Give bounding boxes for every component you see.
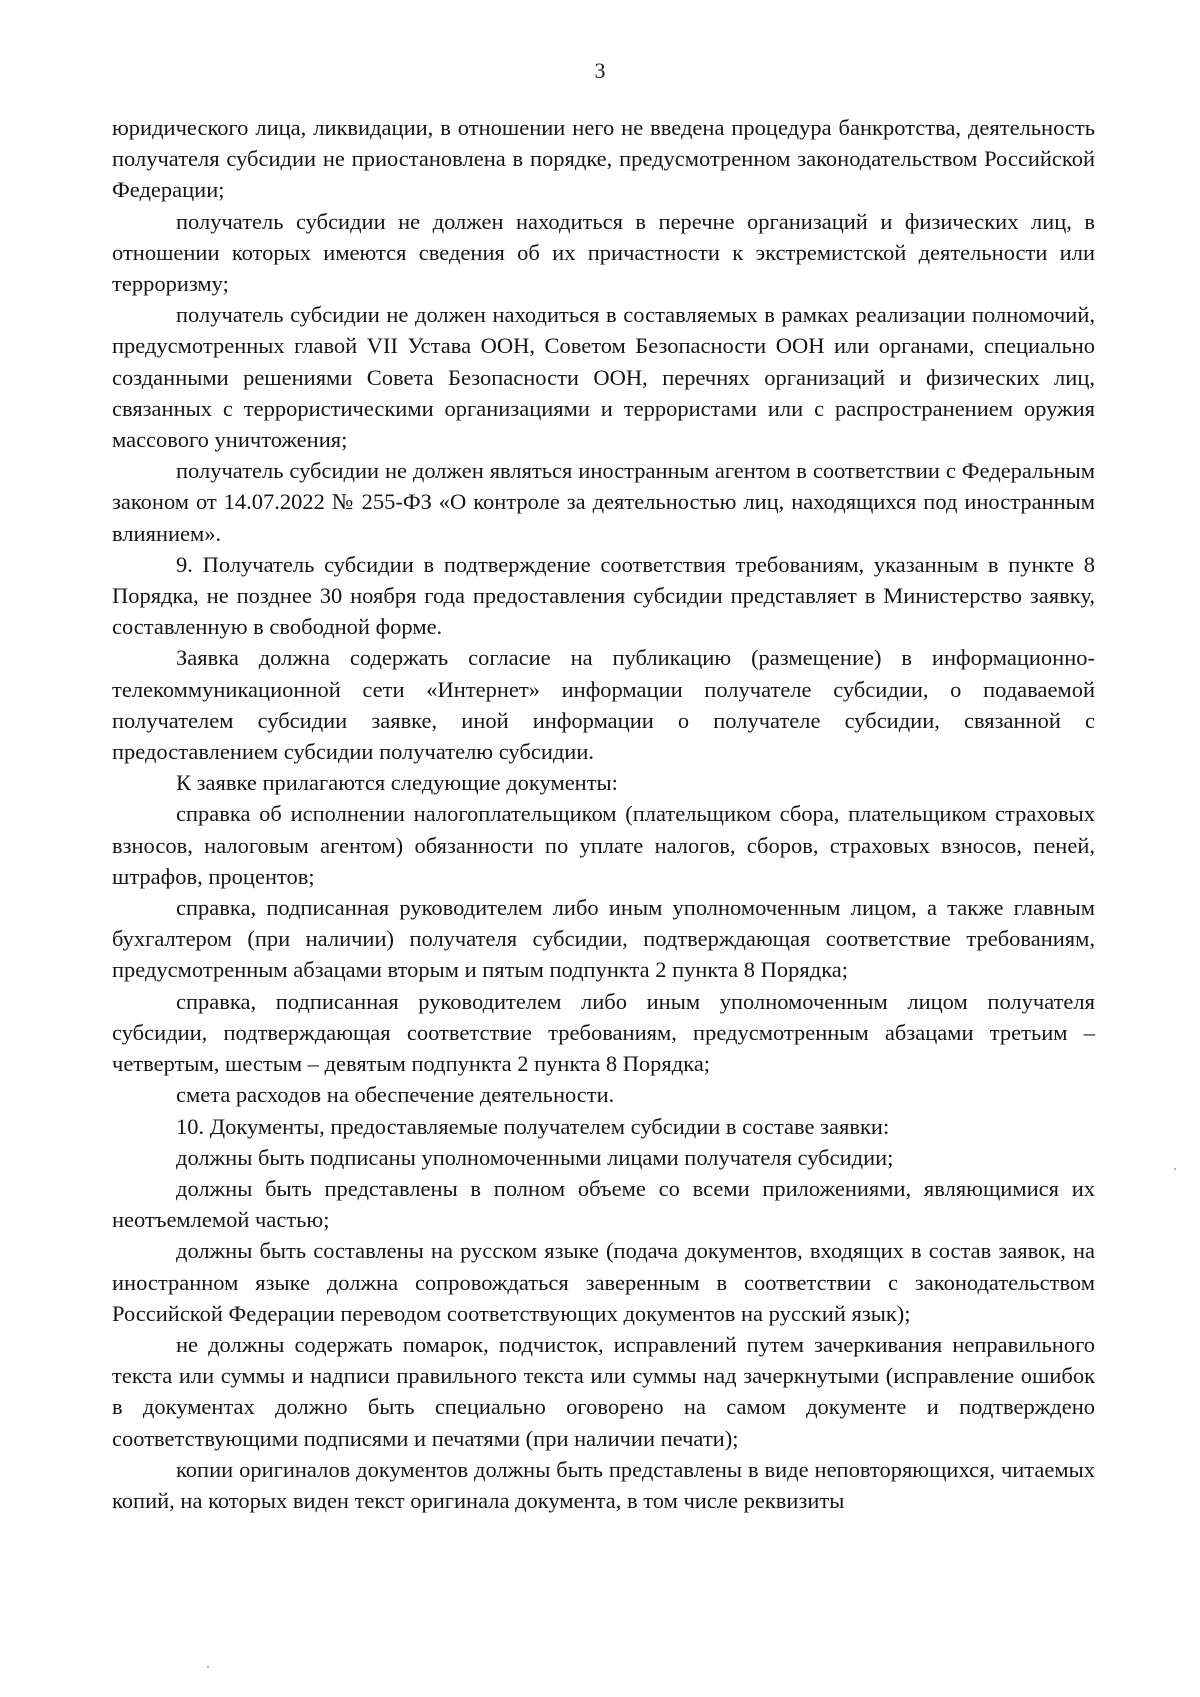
paragraph: получатель субсидии не должен находиться в перечне организаций и физических лиц, в отношении которых имеются сведения об их причастности к экстремистской деятельности или терроризму; [112,208,1095,297]
scan-speck [207,1666,209,1668]
paragraph: получатель субсидии не должен находиться в составляемых в рамках реализации полномочий, предусмотренных главой VII Устава ООН, Советом Безопасности ООН или органами, специально созданными решениями Совета Безопасности ООН, перечнях организаций и физических лиц, связанных с террористическими организациями и террористами или с распространением оружия массового уничтожения; [112,302,1095,453]
paragraph: Заявка должна содержать согласие на публикацию (размещение) в информационно-телекоммуникационной сети «Интернет» информации получателе субсидии, о подаваемой получателем субсидии заявке, иной информации о получателе субсидии, связанной с предоставлением субсидии получателю субсидии. [112,645,1095,765]
document-body [112,112,1095,1516]
paragraph: не должны содержать помарок, подчисток, исправлений путем зачеркивания неправильного текста или суммы и надписи правильного текста или суммы над зачеркнутыми (исправление ошибок в документах должно быть специально оговорено на самом документе и подтверждено соответствующими подписями и печатями (при наличии печати); [112,1331,1095,1451]
paragraph: 9. Получатель субсидии в подтверждение соответствия требованиям, указанным в пункте 8 Порядка, не позднее 30 ноября года предоставления субсидии представляет в Министерство заявку, составленную в свободной форме. [112,551,1095,640]
paragraph: должны быть представлены в полном объеме со всеми приложениями, являющимися их неотъемлемой частью; [112,1175,1095,1233]
paragraph: К заявке прилагаются следующие документы: [176,770,618,796]
paragraph: получатель субсидии не должен являться иностранным агентом в соответствии с Федеральным законом от 14.07.2022 № 255-ФЗ «О контроле за деятельностью лиц, находящихся под иностранным влиянием». [112,458,1095,546]
paragraph: 10. Документы, предоставляемые получателем субсидии в составе заявки: [176,1113,890,1139]
paragraph: юридического лица, ликвидации, в отношении него не введена процедура банкротства, деятельность получателя субсидии не приостановлена в порядке, предусмотренном законодательством Российской Федерации; [112,115,1095,203]
scan-speck [1174,1168,1176,1170]
paragraph: должны быть составлены на русском языке (подача документов, входящих в состав заявок, на иностранном языке должна сопровождаться заверенным в соответствии с законодательством Российской Федерации переводом соответствующих документов на русский язык); [112,1238,1095,1326]
paragraph: справка об исполнении налогоплательщиком (плательщиком сбора, плательщиком страховых взносов, налоговым агентом) обязанности по уплате налогов, сборов, страховых взносов, пеней, штрафов, процентов; [112,801,1095,889]
paragraph: копии оригиналов документов должны быть представлены в виде неповторяющихся, читаемых копий, на которых виден текст оригинала документа, в том числе реквизиты [112,1456,1095,1513]
paragraph: должны быть подписаны уполномоченными лицами получателя субсидии; [176,1144,894,1170]
paragraph: справка, подписанная руководителем либо иным уполномоченным лицом получателя субсидии, подтверждающая соответствие требованиям, предусмотренным абзацами третьим – четвертым, шестым – девятым подпункта 2 пункта 8 Порядка; [112,988,1095,1077]
paragraph: справка, подписанная руководителем либо иным уполномоченным лицом, а также главным бухгалтером (при наличии) получателя субсидии, подтверждающая соответствие требованиям, предусмотренным абзацами вторым и пятым подпункта 2 пункта 8 Порядка; [112,895,1095,983]
paragraph: смета расходов на обеспечение деятельности. [176,1082,615,1108]
page-number: 3 [594,58,606,83]
